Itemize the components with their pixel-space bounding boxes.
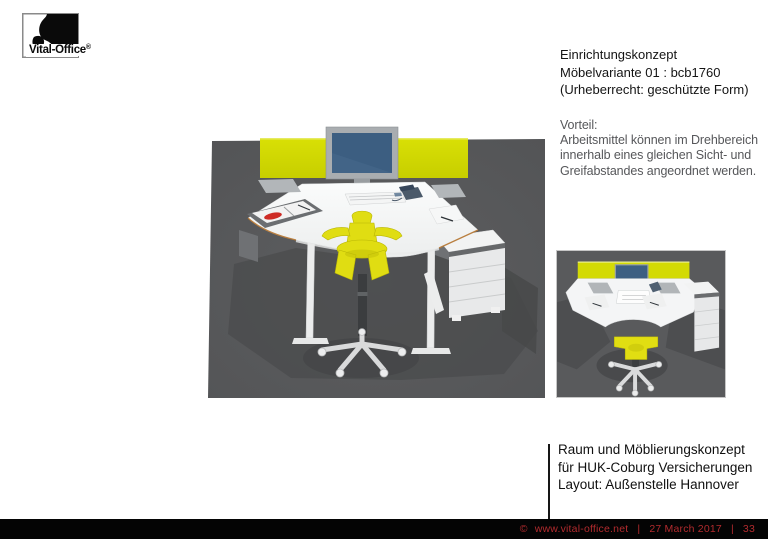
copyright-symbol: © (519, 523, 528, 535)
office-chair (608, 337, 661, 396)
advantage-line: Arbeitsmittel können im Drehbereich (560, 133, 758, 148)
project-line: Layout: Außenstelle Hannover (558, 477, 739, 492)
footer-bar (0, 519, 768, 539)
footer-separator: | (730, 523, 734, 535)
concept-title: Einrichtungskonzept (560, 47, 678, 62)
secondary-render-image (556, 250, 726, 398)
copyright-note: (Urheberrecht: geschützte Form) (560, 82, 749, 97)
logo-wordmark: Vital-Office® (29, 44, 91, 56)
main-render-image (206, 126, 546, 401)
project-line: für HUK-Coburg Versicherungen (558, 459, 753, 475)
concept-header (560, 46, 749, 99)
footer-separator: | (637, 523, 641, 535)
project-caption (558, 441, 752, 494)
advantage-line: Greifabstandes angeordnet werden. (560, 163, 757, 178)
caption-rule (548, 444, 550, 519)
advantage-title: Vorteil: (560, 118, 598, 132)
registered-trademark: ® (85, 44, 91, 51)
vital-office-logo (22, 13, 92, 61)
page-number: 33 (742, 523, 755, 535)
advantage-note (560, 118, 758, 179)
footer-date: 27 March 2017 (649, 523, 722, 535)
advantage-line: innerhalb eines gleichen Sicht- und (560, 148, 752, 163)
footer-website: www.vital-office.net (534, 523, 629, 535)
project-line: Raum und Möblierungskonzept (558, 442, 745, 457)
furniture-variant: Möbelvariante 01 : bcb1760 (560, 64, 721, 80)
